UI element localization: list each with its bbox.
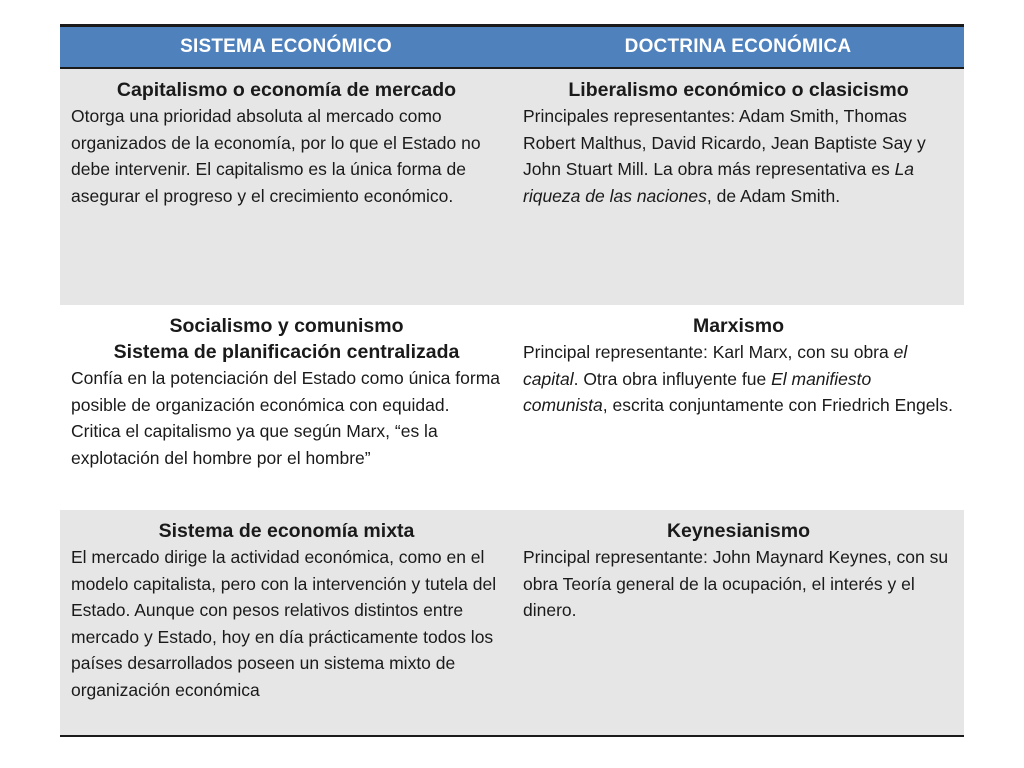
system-title: Sistema de economía mixta	[158, 520, 415, 542]
table-row	[60, 510, 964, 735]
doctrine-text: Principal representante: Karl Marx, con su obra	[523, 342, 894, 362]
table-row	[60, 305, 964, 510]
system-title: Capitalismo o economía de mercado	[116, 79, 457, 101]
doctrine-description	[523, 339, 954, 419]
doctrine-text: Principales representantes: Adam Smith, Thomas Robert Malthus, David Ricardo, Jean Baptiste Say y John Stuart Mill. La obra más representativa es	[523, 106, 926, 179]
system-cell	[60, 510, 512, 735]
book-title: el capital	[523, 342, 908, 389]
system-title: Socialismo y comunismo	[169, 315, 404, 337]
header-sistema-economico: SISTEMA ECONÓMICO	[180, 36, 392, 57]
doctrine-cell	[512, 510, 964, 735]
header-doctrina-economica: DOCTRINA ECONÓMICA	[624, 36, 852, 57]
system-description: Confía en la potenciación del Estado como única forma posible de organización económica con equidad. Critica el capitalismo ya que según Marx, “es la explotación del hombre por el hombre”	[71, 368, 501, 468]
doctrine-cell	[512, 305, 964, 510]
economic-systems-table	[60, 24, 964, 737]
system-description: El mercado dirige la actividad económica, como en el modelo capitalista, pero con la intervención y tutela del Estado. Aunque con pesos relativos distintos entre mercado y Estado, hoy en día prácticamente todos los países desarrollados poseen un sistema mixto de organización económica	[71, 547, 497, 700]
doctrine-title: Liberalismo económico o clasicismo	[568, 79, 909, 101]
doctrine-description: Principal representante: John Maynard Keynes, con su obra Teoría general de la ocupación, el interés y el dinero.	[523, 547, 949, 620]
doctrine-title: Marxismo	[692, 315, 785, 337]
system-description: Otorga una prioridad absoluta al mercado como organizados de la economía, por lo que el Estado no debe intervenir. El capitalismo es la única forma de asegurar el progreso y el crecimiento económico.	[71, 106, 481, 206]
system-cell	[60, 305, 512, 510]
table-row	[60, 69, 964, 305]
book-title: La riqueza de las naciones	[523, 159, 915, 206]
system-cell	[60, 69, 512, 305]
doctrine-text: , escrita conjuntamente con Friedrich Engels.	[602, 395, 953, 415]
table-header	[60, 27, 964, 69]
doctrine-title: Keynesianismo	[666, 520, 811, 542]
doctrine-description	[523, 103, 954, 209]
doctrine-text: . Otra obra influyente fue	[573, 368, 772, 389]
doctrine-cell	[512, 69, 964, 305]
system-subtitle: Sistema de planificación centralizada	[113, 341, 460, 363]
doctrine-text: , de Adam Smith.	[706, 185, 841, 206]
book-title: El manifiesto comunista	[523, 368, 872, 415]
